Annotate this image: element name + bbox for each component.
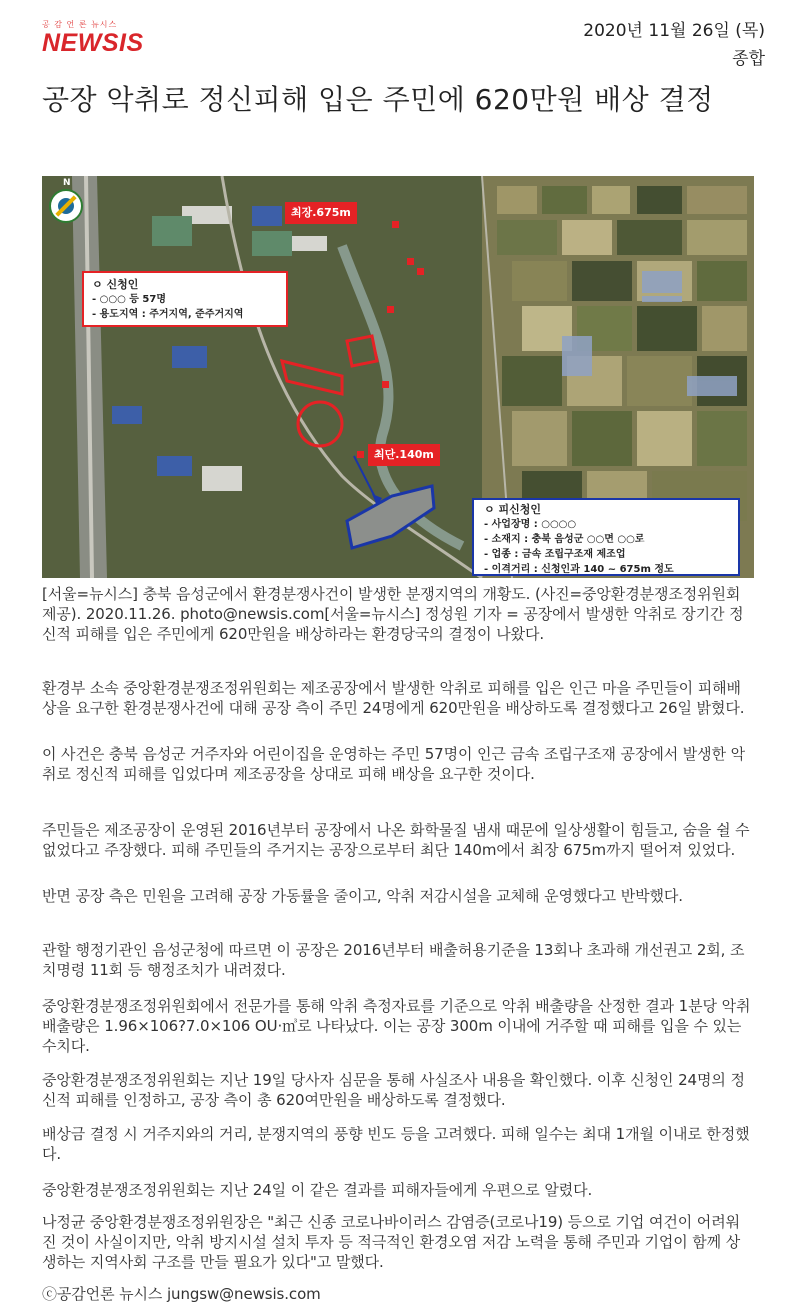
applicant-line: - 용도지역 : 주거지역, 준주거지역 <box>92 309 244 320</box>
compass-north-letter: N <box>63 178 71 188</box>
article-paragraph: 나정균 중앙환경분쟁조정위원장은 "최근 신종 코로나바이러스 감염증(코로나19) 등으로 기업 여건이 어려워진 것이 사실이지만, 악취 방지시설 설치 투자 등 적극적인 환경오염 저감 노력을 통해 주민과 기업이 함께 상생하는 지역사회 구조를 만들 필요가 있다"고 말했다. <box>42 1213 741 1271</box>
respondent-title: ㅇ 피신청인 <box>484 503 541 516</box>
article-byline: ⓒ공감언론 뉴시스 jungsw@newsis.com <box>42 1285 321 1303</box>
logo-tagline: 공 감 언 론 뉴시스 <box>42 20 118 29</box>
article-paragraph: 주민들은 제조공장이 운영된 2016년부터 공장에서 나온 화학물질 냄새 때문에 일상생활이 힘들고, 숨을 쉴 수 없었다고 주장했다. 피해 주민들의 주거지는 공장으로부터 최단 140m에서 최장 675m까지 떨어져 있었다. <box>42 821 750 859</box>
article-paragraph: 배상금 결정 시 거주지와의 거리, 분쟁지역의 풍향 빈도 등을 고려했다. 피해 일수는 최대 1개월 이내로 한정했다. <box>42 1125 750 1163</box>
applicant-title: ㅇ 신청인 <box>92 278 139 291</box>
newsis-logo <box>42 20 144 56</box>
respondent-line: - 소재지 : 충북 음성군 ○○면 ○○로 <box>484 534 645 545</box>
article-section: 종합 <box>732 49 765 69</box>
label-min-distance: 최단.140m <box>368 444 440 466</box>
article-headline: 공장 악취로 정신피해 입은 주민에 620만원 배상 결정 <box>42 83 714 116</box>
article-paragraph: 환경부 소속 중앙환경분쟁조정위원회는 제조공장에서 발생한 악취로 피해를 입은 인근 마을 주민들이 피해배상을 요구한 환경분쟁사건에 대해 공장 측이 주민 24명에게 620만원을 배상하도록 결정했다고 26일 밝혔다. <box>42 679 745 717</box>
photo-caption: [서울=뉴시스] 충북 음성군에서 환경분쟁사건이 발생한 분쟁지역의 개황도. (사진=중앙환경분쟁조정위원회 제공). 2020.11.26. photo@newsis.com[서울=뉴시스] 정성원 기자 = 공장에서 발생한 악취로 장기간 정신적 피해를 입은 주민에게 620만원을 배상하라는 환경당국의 결정이 나왔다. <box>42 585 744 643</box>
respondent-line: - 이격거리 : 신청인과 140 ~ 675m 정도 <box>484 564 674 575</box>
article-date: 2020년 11월 26일 (목) <box>583 21 765 41</box>
applicant-line: - ○○○ 등 57명 <box>92 294 167 305</box>
photo-watermark: NEWSIS <box>637 536 732 560</box>
article-paragraph: 중앙환경분쟁조정위원회는 지난 19일 당사자 심문을 통해 사실조사 내용을 확인했다. 이후 신청인 24명의 정신적 피해를 인정하고, 공장 측이 총 620여만원을 배상하도록 결정했다. <box>42 1071 745 1109</box>
article-paragraph: 중앙환경분쟁조정위원회에서 전문가를 통해 악취 측정자료를 기준으로 악취 배출량을 산정한 결과 1분당 악취 배출량은 1.96×106?7.0×106 OU·㎥로 나타났다. 이는 공장 300m 이내에 거주할 때 피해를 입을 수 있는 수치다. <box>42 997 751 1055</box>
label-max-distance: 최장.675m <box>285 202 357 224</box>
logo-brand: NEWSIS <box>42 29 144 57</box>
aerial-map-photo <box>42 176 754 578</box>
compass-icon <box>46 180 88 226</box>
article-paragraph: 관할 행정기관인 음성군청에 따르면 이 공장은 2016년부터 배출허용기준을 13회나 초과해 개선권고 2회, 조치명령 11회 등 행정조치가 내려졌다. <box>42 941 745 979</box>
respondent-line: - 사업장명 : ○○○○ <box>484 519 577 530</box>
applicant-info-box <box>82 271 288 327</box>
respondent-line: - 업종 : 금속 조립구조재 제조업 <box>484 549 626 560</box>
article-paragraph: 중앙환경분쟁조정위원회는 지난 24일 이 같은 결과를 피해자들에게 우편으로 알렸다. <box>42 1181 593 1199</box>
article-paragraph: 이 사건은 충북 음성군 거주자와 어린이집을 운영하는 주민 57명이 인근 금속 조립구조재 공장에서 발생한 악취로 정신적 피해를 입었다며 제조공장을 상대로 피해 배상을 요구한 것이다. <box>42 745 746 783</box>
article-paragraph: 반면 공장 측은 민원을 고려해 공장 가동률을 줄이고, 악취 저감시설을 교체해 운영했다고 반박했다. <box>42 887 683 905</box>
